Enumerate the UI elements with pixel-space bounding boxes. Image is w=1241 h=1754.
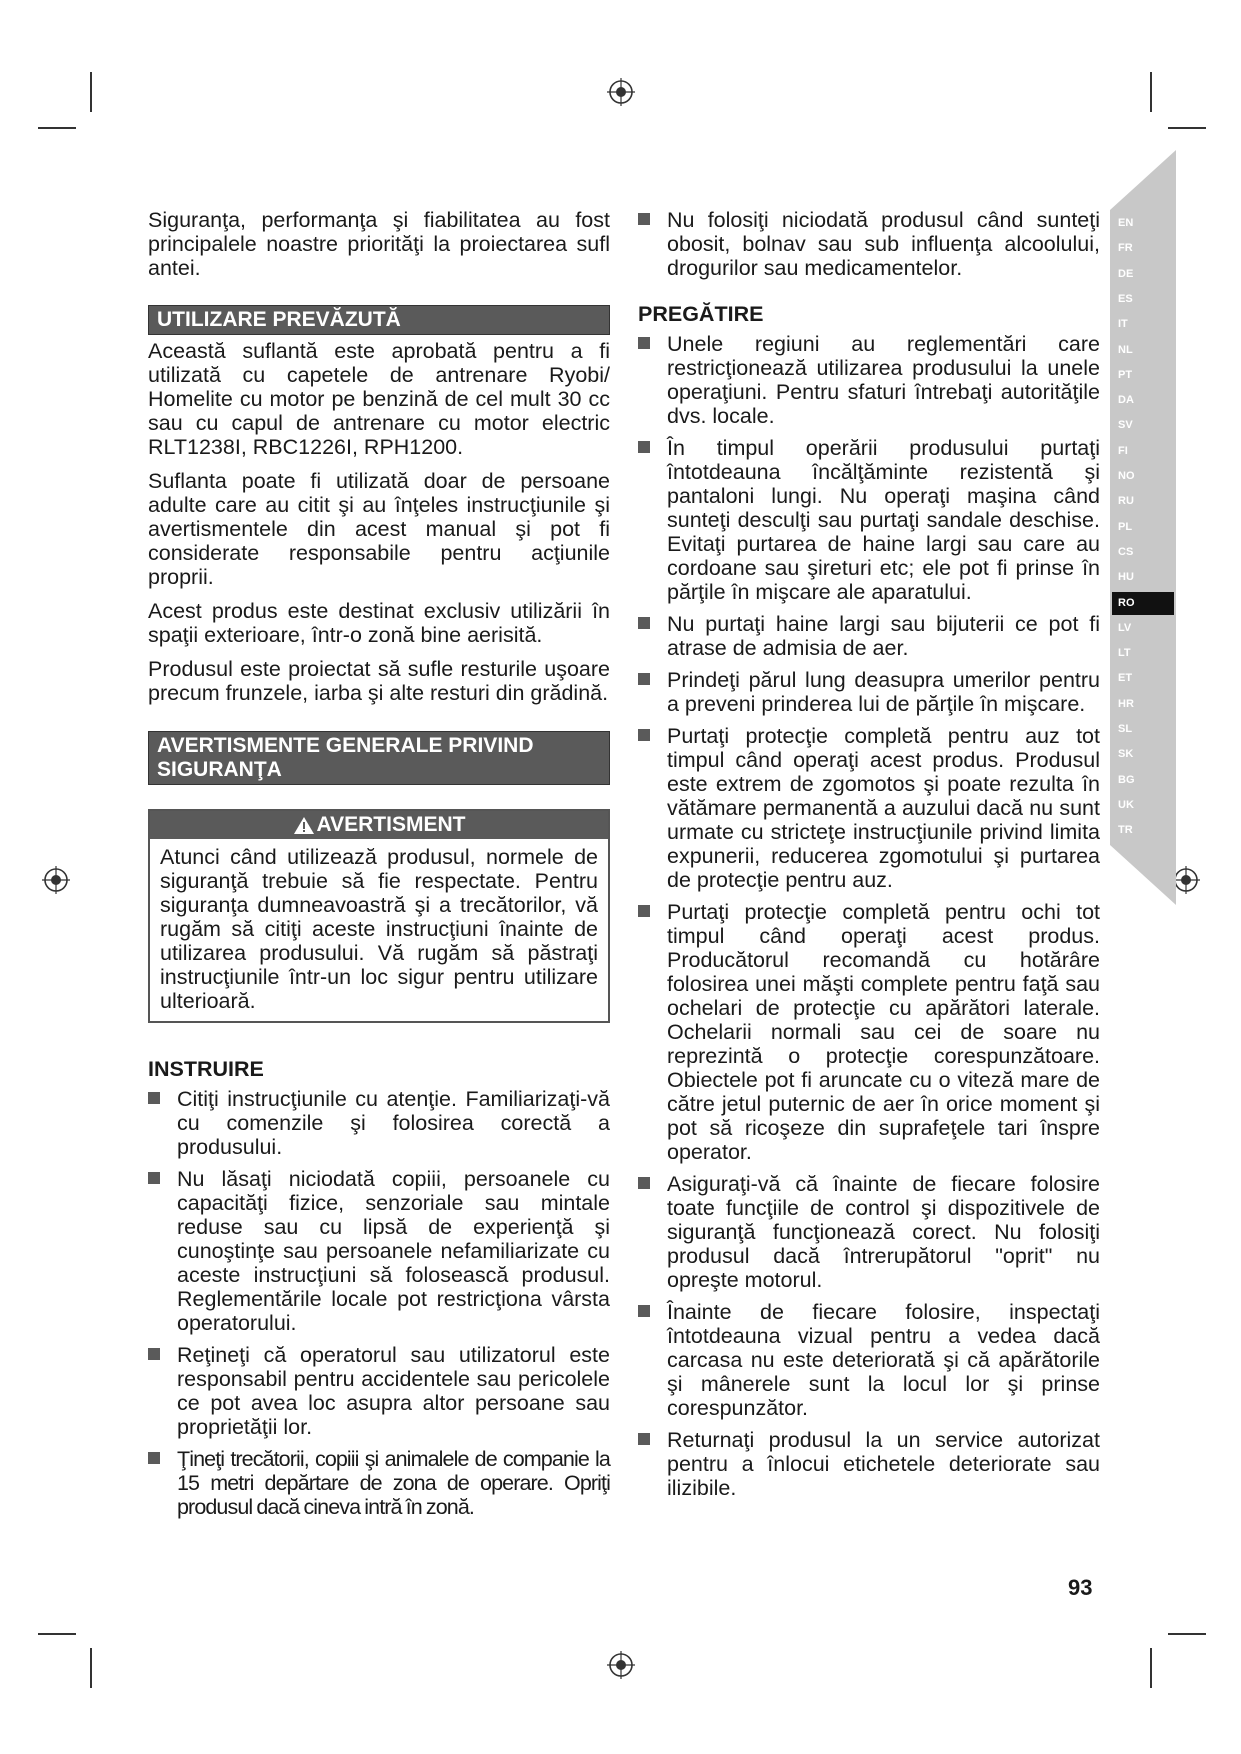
- list-item-text: Nu purtaţi haine largi sau bijuterii ce pot fi atrase de admisia de aer.: [667, 612, 1100, 660]
- bullet-square-icon: [638, 617, 650, 629]
- bullet-square-icon: [638, 673, 650, 685]
- list-item: [148, 1167, 610, 1335]
- language-tab-en[interactable]: EN: [1118, 217, 1134, 229]
- list-item: [638, 612, 1100, 660]
- language-tab-es[interactable]: ES: [1118, 292, 1133, 305]
- page-number: 93: [1068, 1575, 1093, 1600]
- warning-title-bar: [150, 811, 608, 839]
- bullet-square-icon: [148, 1172, 160, 1184]
- language-tab-sv[interactable]: SV: [1118, 419, 1133, 432]
- language-tab-sl[interactable]: SL: [1118, 723, 1133, 735]
- list-item: [148, 1343, 610, 1439]
- list-item: [638, 900, 1100, 1164]
- language-tab-et[interactable]: ET: [1118, 672, 1133, 685]
- crop-mark: [1150, 72, 1152, 112]
- training-list: [148, 1087, 610, 1519]
- list-item-text: Ţineţi trecătorii, copiii şi animalele de companie la 15 metri depărtare de zona de operare. Opriţi produsul dacă cineva intră în zonă.: [177, 1447, 610, 1519]
- subheading-preparation: PREGĂTIRE: [638, 302, 764, 326]
- language-tab-tr[interactable]: TR: [1118, 824, 1133, 837]
- list-item: [638, 1428, 1100, 1500]
- list-item: [638, 724, 1100, 892]
- list-item: [638, 1172, 1100, 1292]
- bullet-square-icon: [148, 1092, 160, 1104]
- language-tab: [1110, 150, 1176, 905]
- top-list: [638, 208, 1100, 280]
- bullet-square-icon: [638, 441, 650, 453]
- warning-title: AVERTISMENT: [316, 813, 466, 836]
- language-tab-ru[interactable]: RU: [1118, 495, 1134, 508]
- list-item-text: Returnaţi produsul la un service autorizat pentru a înlocui etichetele deteriorate sau ilizibile.: [667, 1428, 1100, 1500]
- subheading-training: INSTRUIRE: [148, 1057, 264, 1081]
- list-item-text: Nu folosiţi niciodată produsul când sunteţi obosit, bolnav sau sub influenţa alcoolului, drogurilor sau medicamentelor.: [667, 208, 1100, 280]
- crop-mark: [38, 127, 76, 129]
- language-tab-it[interactable]: IT: [1118, 318, 1128, 331]
- list-item: [638, 668, 1100, 716]
- language-tab-cs[interactable]: CS: [1118, 545, 1134, 558]
- crop-mark: [1150, 1648, 1152, 1688]
- language-tab-no[interactable]: NO: [1118, 470, 1135, 482]
- language-tab-hu[interactable]: HU: [1118, 571, 1134, 584]
- language-tab-fi[interactable]: FI: [1118, 444, 1128, 457]
- bullet-square-icon: [148, 1348, 160, 1360]
- crop-mark: [90, 1648, 92, 1688]
- language-tab-sk[interactable]: SK: [1118, 748, 1134, 761]
- list-item-text: Înainte de fiecare folosire, inspectaţi întotdeauna vizual pentru a vedea dacă carcasa nu este deteriorată şi că apărătorile şi mânerele sunt la locul lor şi prinse corespunzător.: [667, 1300, 1100, 1420]
- language-tab-da[interactable]: DA: [1118, 394, 1134, 407]
- list-item: [638, 208, 1100, 280]
- registration-mark-icon: [607, 78, 635, 106]
- list-item-text: Unele regiuni au reglementări care restricţionează utilizarea produsului la unele operaţiuni. Pentru sfaturi întrebaţi autorităţile dvs. locale.: [667, 332, 1100, 428]
- language-tab-pt[interactable]: PT: [1118, 368, 1133, 381]
- bullet-square-icon: [638, 1305, 650, 1317]
- language-tab-lv[interactable]: LV: [1118, 621, 1132, 634]
- paragraph: Această suflantă este aprobată pentru a fi utilizată cu capetele de antrenare Ryobi/ Homelite cu motor pe benzină de cel mult 30 cc sau cu capul de antrenare cu motor electric RLT1238I, RBC1226I, RPH1200.: [148, 339, 610, 459]
- crop-mark: [90, 72, 92, 112]
- section-heading-general-warnings: AVERTISMENTE GENERALE PRIVIND SIGURANŢA: [148, 731, 610, 785]
- list-item-text: Citiţi instrucţiunile cu atenţie. Familiarizaţi-vă cu comenzile şi folosirea corectă a produsului.: [177, 1087, 610, 1159]
- registration-mark-icon: [1172, 866, 1200, 894]
- bullet-square-icon: [638, 905, 650, 917]
- list-item-text: Purtaţi protecţie completă pentru ochi tot timpul când operaţi acest produs. Producătorul recomandă cu hotărâre folosirea unei măşti complete pentru faţă sau ochelari de protecţie cu apărători laterale. Ochelarii normali sau cei de soare nu reprezintă o protecţie corespunzătoare. Obiectele pot fi aruncate cu o viteză mare de către jetul puternic de aer în orice moment şi pot să ricoşeze din suprafeţele tari înspre operator.: [667, 900, 1100, 1164]
- warning-text: Atunci când utilizează produsul, normele de siguranţă trebuie să fie respectate. Pentru siguranţa dumneavoastră şi a trecătorilor, vă rugăm să citiţi aceste instrucţiuni înainte de utilizarea produsului. Vă rugăm să păstraţi instrucţiunile într-un loc sigur pentru utilizare ulterioară.: [160, 845, 598, 1013]
- list-item: [638, 436, 1100, 604]
- intro-paragraph: Siguranţa, performanţa şi fiabilitatea au fost principalele noastre priorităţi la proiectarea sufl antei.: [148, 208, 610, 280]
- crop-mark: [1168, 127, 1206, 129]
- list-item: [638, 1300, 1100, 1420]
- bullet-square-icon: [638, 213, 650, 225]
- list-item: [148, 1087, 610, 1159]
- language-tab-fr[interactable]: FR: [1118, 242, 1133, 255]
- preparation-list: [638, 332, 1100, 1500]
- list-item-text: Nu lăsaţi niciodată copiii, persoanele cu capacităţi fizice, senzoriale sau mintale reduse sau cu lipsă de experienţă şi cunoştinţe sau persoanele nefamiliarizate cu aceste instrucţiuni să folosească produsul. Reglementările locale pot restricţiona vârsta operatorului.: [177, 1167, 610, 1335]
- language-tab-de[interactable]: DE: [1118, 267, 1134, 280]
- list-item-text: Reţineţi că operatorul sau utilizatorul este responsabil pentru accidentele sau pericolele ce pot avea loc asupra altor persoane sau proprietăţii lor.: [177, 1343, 610, 1439]
- section-heading-intended-use: UTILIZARE PREVĂZUTĂ: [148, 305, 610, 335]
- language-tab-lt[interactable]: LT: [1118, 647, 1131, 660]
- paragraph: Acest produs este destinat exclusiv utilizării în spaţii exterioare, într-o zonă bine aerisită.: [148, 599, 610, 647]
- language-tab-uk[interactable]: UK: [1118, 798, 1134, 811]
- bullet-square-icon: [148, 1452, 160, 1464]
- language-tab-pl[interactable]: PL: [1118, 520, 1133, 533]
- list-item-text: Purtaţi protecţie completă pentru auz tot timpul când operaţi acest produs. Produsul este extrem de zgomotos şi poate rezulta în vătămare permanentă a auzului dacă nu sunt urmate cu stricteţe instrucţiunile privind limita expunerii, reducerea zgomotului şi purtarea de protecţie pentru auz.: [667, 724, 1100, 892]
- left-column: [148, 208, 610, 1527]
- language-tab-bg[interactable]: BG: [1118, 773, 1135, 786]
- language-tab-ro[interactable]: RO: [1112, 592, 1174, 615]
- registration-mark-icon: [42, 866, 70, 894]
- bullet-square-icon: [638, 729, 650, 741]
- list-item-text: În timpul operării produsului purtaţi întotdeauna încălţăminte rezistentă şi pantaloni lungi. Nu operaţi maşina când sunteţi desculţi sau purtaţi sandale deschise. Evitaţi purtarea de haine largi sau care au cordoane sau şireturi etc; ele pot fi prinse în părţile în mişcare ale aparatului.: [667, 436, 1100, 604]
- right-column: [638, 208, 1100, 1508]
- warning-triangle-icon: [293, 816, 315, 835]
- language-tab-nl[interactable]: NL: [1118, 343, 1133, 356]
- list-item: [638, 332, 1100, 428]
- bullet-square-icon: [638, 1177, 650, 1189]
- bullet-square-icon: [638, 337, 650, 349]
- paragraph: Produsul este proiectat să sufle resturile uşoare precum frunzele, iarba şi alte resturi din grădină.: [148, 657, 610, 705]
- list-item: [148, 1447, 610, 1519]
- crop-mark: [38, 1633, 76, 1635]
- crop-mark: [1168, 1633, 1206, 1635]
- language-tab-hr[interactable]: HR: [1118, 697, 1134, 710]
- bullet-square-icon: [638, 1433, 650, 1445]
- list-item-text: Asiguraţi-vă că înainte de fiecare folosire toate funcţiile de control şi dispozitivele de siguranţă funcţionează corect. Nu folosiţi produsul dacă întrerupătorul "oprit" nu opreşte motorul.: [667, 1172, 1100, 1292]
- paragraph: Suflanta poate fi utilizată doar de persoane adulte care au citit şi au înţeles instrucţiunile şi avertismentele din acest manual şi pot fi considerate responsabile pentru acţiunile proprii.: [148, 469, 610, 589]
- list-item-text: Prindeţi părul lung deasupra umerilor pentru a preveni prinderea lui de părţile în mişcare.: [667, 668, 1100, 716]
- warning-box: [148, 809, 610, 1023]
- registration-mark-icon: [607, 1651, 635, 1679]
